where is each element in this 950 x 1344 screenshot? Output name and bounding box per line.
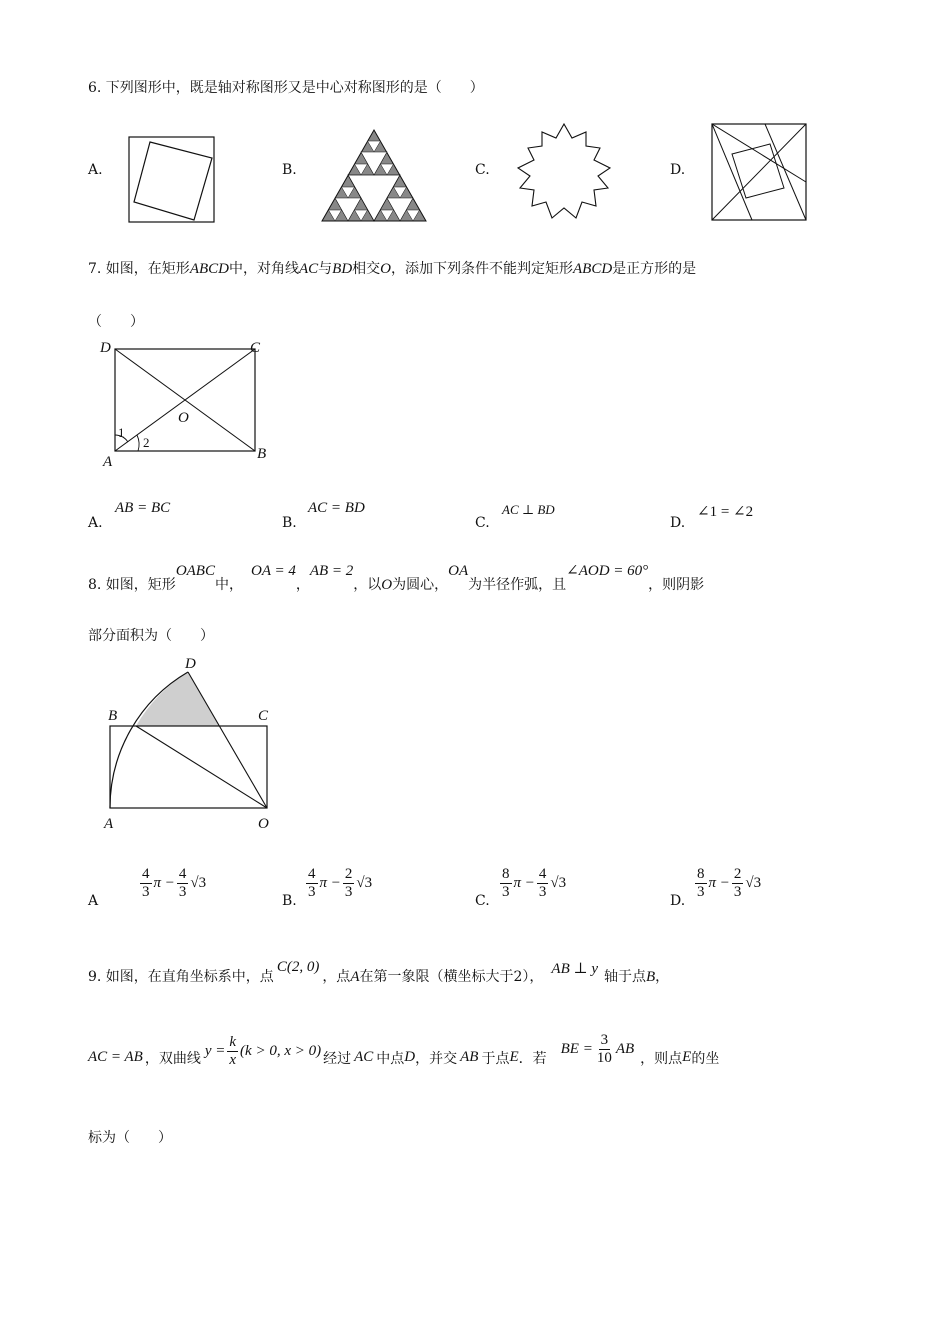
q7-label-d: D: [100, 340, 111, 356]
q7-option-d-label: D.: [670, 515, 686, 531]
q7-answer-paren: （ ）: [88, 314, 144, 330]
q7-option-c-label: C.: [475, 515, 490, 531]
q7-label-b: B: [257, 446, 267, 462]
q7-option-b-label: B.: [282, 515, 297, 531]
q8-label-o: O: [258, 816, 269, 832]
q9-stem-line3: 标为（ ）: [88, 1130, 172, 1146]
q8-label-b: B: [108, 708, 118, 724]
q6-figure-a: [128, 136, 216, 224]
q8-option-a-expr: $\frac{4}{3}$ π − $\frac{4}{3}$ √3: [142, 866, 207, 900]
q8-label-a: A: [104, 816, 114, 832]
q7-option-b-expr: AC = BD: [308, 500, 365, 516]
q7-figure-rectangle: [98, 336, 278, 468]
q8-option-d-expr: $\frac{8}{3}$ π − $\frac{2}{3}$ √3: [697, 866, 762, 900]
q7-label-c: C: [250, 340, 261, 356]
q9-stem-line2: AC = AB ，双曲线 y = $\frac{k}{x}$ (k > 0, x > 0) 经过 AC 中点 D ，并交 AB 于点 E ．若 BE = $\frac{3}{10}$ AB ，则点 E 的坐: [88, 1032, 720, 1068]
q6-figure-c: [514, 122, 614, 222]
q7-stem: 7. 如图，在矩形ABCD中，对角线AC与BD相交O，添加下列条件不能判定矩形ABCD是正方形的是: [88, 261, 697, 277]
q8-option-b-label: B.: [282, 893, 297, 909]
q8-stem-line2: 部分面积为（ ）: [88, 628, 214, 644]
q6-option-a-label: A.: [88, 162, 103, 178]
q7-label-angle2: 2: [143, 435, 150, 450]
q7-option-a-expr: AB = BC: [115, 500, 171, 516]
q9-stem-line1: 9. 如图，在直角坐标系中，点C(2, 0)，点A在第一象限（横坐标大于2）， AB ⊥ y 轴于点B，: [88, 959, 670, 985]
q7-label-o: O: [178, 410, 189, 426]
q8-option-c-expr: $\frac{8}{3}$ π − $\frac{4}{3}$ √3: [502, 866, 567, 900]
q6-option-c-label: C.: [475, 162, 490, 178]
q6-option-d-label: D.: [670, 162, 686, 178]
q8-option-c-label: C.: [475, 893, 490, 909]
q8-option-d-label: D.: [670, 893, 686, 909]
q6-stem: 6. 下列图形中，既是轴对称图形又是中心对称图形的是（ ）: [88, 80, 484, 96]
q7-label-angle1: 1: [118, 425, 125, 440]
q7-label-a: A: [103, 454, 113, 470]
q6-option-b-label: B.: [282, 162, 297, 178]
q7-option-a-label: A.: [88, 515, 103, 531]
q7-option-d-expr: ∠1 = ∠2: [697, 504, 754, 520]
q8-stem-line1: 8. 如图，矩形OABC中，OA = 4，AB = 2，以O为圆心，OA为半径作弧，且∠AOD = 60°，则阴影: [88, 563, 705, 593]
q8-label-d: D: [185, 656, 196, 672]
q8-option-b-expr: $\frac{4}{3}$ π − $\frac{2}{3}$ √3: [308, 866, 373, 900]
q7-option-c-expr: AC ⊥ BD: [502, 502, 555, 517]
q6-figure-b: [320, 128, 428, 224]
q6-figure-d: [710, 122, 808, 222]
q8-figure: [100, 654, 280, 834]
q8-label-c: C: [258, 708, 269, 724]
q8-option-a-label: A: [88, 893, 99, 909]
